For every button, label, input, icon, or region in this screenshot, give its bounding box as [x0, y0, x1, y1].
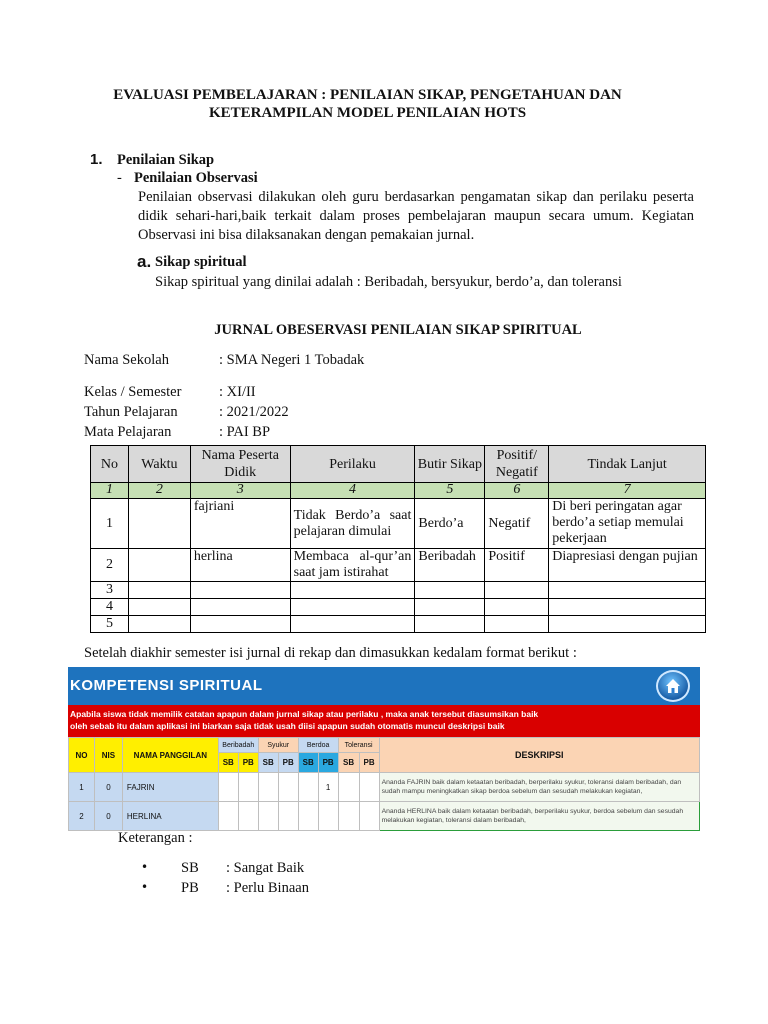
rekap-cell[interactable]	[238, 802, 258, 831]
index-cell: 5	[415, 483, 485, 499]
info-value-school: : SMA Negeri 1 Tobadak	[219, 352, 365, 368]
subsection-heading: Penilaian Observasi	[134, 170, 258, 186]
journal-table	[90, 445, 706, 633]
rekap-cell[interactable]	[338, 773, 359, 802]
cell-posneg: Positif	[485, 549, 549, 582]
rekap-nis: 0	[94, 773, 122, 802]
table-row	[91, 616, 706, 633]
sub-pb: PB	[278, 753, 298, 773]
cell-tindak	[549, 616, 706, 633]
after-table-text: Setelah diakhir semester isi jurnal di rekap dan dimasukkan kedalam format berikut :	[84, 645, 577, 661]
journal-title: JURNAL OBESERVASI PENILAIAN SIKAP SPIRITUAL	[214, 322, 582, 338]
observation-paragraph: Penilaian observasi dilakukan oleh guru berdasarkan pengamatan sikap dan perilaku peserta didik sehari-hari,baik terkait dalam proses pembelajaran maupun secara umum. Kegiatan Observasi ini bisa dilaksanakan dengan pemakaian jurnal.	[138, 189, 694, 243]
header-posneg: Positif/ Negatif	[485, 446, 549, 483]
sub-pb: PB	[318, 753, 338, 773]
cell-posneg	[485, 616, 549, 633]
cell-waktu	[128, 499, 190, 549]
table-row	[91, 549, 706, 582]
cell-no: 2	[91, 549, 129, 582]
subsection-dash: -	[117, 170, 122, 186]
bullet-icon: •	[141, 880, 149, 894]
sub-sb: SB	[258, 753, 278, 773]
rekap-cell[interactable]	[298, 802, 318, 831]
rekap-spreadsheet	[68, 667, 700, 831]
group-beribadah: Beribadah	[218, 738, 258, 753]
cell-perilaku: Membaca al-qur’an saat jam istirahat	[290, 549, 415, 582]
rekap-nis: 0	[94, 802, 122, 831]
rekap-cell-mark[interactable]: 1	[318, 773, 338, 802]
info-value-subject: : PAI BP	[219, 424, 271, 440]
cell-waktu	[128, 599, 190, 616]
sheet-warning	[68, 705, 700, 737]
rekap-no: 2	[69, 802, 95, 831]
cell-nama	[190, 616, 290, 633]
sheet-title: KOMPETENSI SPIRITUAL	[70, 677, 263, 694]
cell-butir: Beribadah	[415, 549, 485, 582]
rekap-cell[interactable]	[258, 773, 278, 802]
index-cell: 1	[91, 483, 129, 499]
legend-meaning: : Perlu Binaan	[226, 880, 309, 896]
cell-waktu	[128, 616, 190, 633]
index-cell: 4	[290, 483, 415, 499]
group-syukur: Syukur	[258, 738, 298, 753]
title-line-2: KETERAMPILAN MODEL PENILAIAN HOTS	[208, 105, 527, 121]
header-tindak: Tindak Lanjut	[549, 446, 706, 483]
info-value-class: : XI/II	[219, 384, 256, 400]
section-number: 1.	[90, 151, 103, 168]
rekap-cell[interactable]	[258, 802, 278, 831]
rekap-col-nama: NAMA PANGGILAN	[122, 738, 218, 773]
document-title	[60, 86, 675, 122]
legend-code: SB	[181, 860, 199, 876]
cell-posneg: Negatif	[485, 499, 549, 549]
cell-perilaku	[290, 599, 415, 616]
point-text: Sikap spiritual yang dinilai adalah : Beribadah, bersyukur, berdo’a, dan toleransi	[155, 274, 622, 290]
cell-no: 5	[91, 616, 129, 633]
cell-tindak: Di beri peringatan agar berdo’a setiap memulai pekerjaan	[549, 499, 706, 549]
table-row	[91, 599, 706, 616]
table-header-row	[91, 446, 706, 483]
cell-no: 3	[91, 582, 129, 599]
cell-tindak: Diapresiasi dengan pujian	[549, 549, 706, 582]
cell-waktu	[128, 549, 190, 582]
section-heading: Penilaian Sikap	[117, 152, 215, 168]
sub-pb: PB	[238, 753, 258, 773]
cell-no: 1	[91, 499, 129, 549]
rekap-cell[interactable]	[359, 773, 379, 802]
sub-sb: SB	[298, 753, 318, 773]
point-heading: Sikap spiritual	[155, 254, 247, 270]
sub-sb: SB	[338, 753, 359, 773]
sheet-header	[68, 667, 700, 705]
cell-tindak	[549, 582, 706, 599]
cell-waktu	[128, 582, 190, 599]
rekap-cell-mark[interactable]	[318, 802, 338, 831]
header-no: No	[91, 446, 129, 483]
rekap-col-deskripsi: DESKRIPSI	[379, 738, 699, 773]
rekap-desc: Ananda HERLINA baik dalam ketaatan beribadah, berperilaku syukur, berdoa sebelum dan sesudah melakukan kegiatan, toleransi dalam beribadah,	[379, 802, 699, 831]
info-label-school: Nama Sekolah	[84, 352, 169, 368]
rekap-cell[interactable]	[338, 802, 359, 831]
header-nama: Nama Peserta Didik	[190, 446, 290, 483]
point-letter: a.	[137, 252, 152, 271]
rekap-group-row	[69, 738, 700, 753]
cell-nama	[190, 582, 290, 599]
index-cell: 2	[128, 483, 190, 499]
rekap-desc: Ananda FAJRIN baik dalam ketaatan beribadah, berperilaku syukur, toleransi dalam beribadah, dan sudah mampu meningkatkan sikap berdoa sebelum dan sesudah melakukan kegiatan,	[379, 773, 699, 802]
rekap-cell[interactable]	[218, 802, 238, 831]
rekap-row	[69, 802, 700, 831]
rekap-cell[interactable]	[359, 802, 379, 831]
group-toleransi: Toleransi	[338, 738, 379, 753]
cell-butir	[415, 599, 485, 616]
rekap-nama: FAJRIN	[122, 773, 218, 802]
title-line-1: EVALUASI PEMBELAJARAN : PENILAIAN SIKAP, PENGETAHUAN DAN	[113, 87, 622, 103]
rekap-nama: HERLINA	[122, 802, 218, 831]
cell-nama	[190, 599, 290, 616]
cell-perilaku: Tidak Berdo’a saat pelajaran dimulai	[290, 499, 415, 549]
legend-meaning: : Sangat Baik	[226, 860, 305, 876]
sub-sb: SB	[218, 753, 238, 773]
group-berdoa: Berdoa	[298, 738, 338, 753]
rekap-cell[interactable]	[298, 773, 318, 802]
warning-line-2: oleh sebab itu dalam aplikasi ini biarkan saja tidak usah diisi apapun sudah otomatis muncul deskripsi baik	[70, 721, 505, 731]
rekap-cell[interactable]	[238, 773, 258, 802]
cell-no: 4	[91, 599, 129, 616]
keterangan-label: Keterangan :	[118, 830, 193, 846]
index-row	[91, 483, 706, 499]
cell-butir: Berdo’a	[415, 499, 485, 549]
home-icon[interactable]	[656, 670, 690, 702]
index-cell: 6	[485, 483, 549, 499]
cell-nama: herlina	[190, 549, 290, 582]
header-waktu: Waktu	[128, 446, 190, 483]
rekap-cell[interactable]	[218, 773, 238, 802]
info-label-year: Tahun Pelajaran	[84, 404, 178, 420]
rekap-col-no: NO	[69, 738, 95, 773]
cell-butir	[415, 616, 485, 633]
index-cell: 7	[549, 483, 706, 499]
rekap-no: 1	[69, 773, 95, 802]
rekap-row	[69, 773, 700, 802]
legend-code: PB	[181, 880, 199, 896]
cell-posneg	[485, 582, 549, 599]
table-row	[91, 582, 706, 599]
rekap-cell[interactable]	[278, 802, 298, 831]
rekap-col-nis: NIS	[94, 738, 122, 773]
cell-nama: fajriani	[190, 499, 290, 549]
bullet-icon: •	[141, 860, 149, 874]
warning-line-1: Apabila siswa tidak memilik catatan apapun dalam jurnal sikap atau perilaku , maka anak tersebut diasumsikan baik	[70, 709, 539, 719]
index-cell: 3	[190, 483, 290, 499]
table-row	[91, 499, 706, 549]
header-perilaku: Perilaku	[290, 446, 415, 483]
sub-pb: PB	[359, 753, 379, 773]
cell-perilaku	[290, 582, 415, 599]
cell-perilaku	[290, 616, 415, 633]
rekap-cell[interactable]	[278, 773, 298, 802]
header-butir: Butir Sikap	[415, 446, 485, 483]
cell-butir	[415, 582, 485, 599]
info-label-class: Kelas / Semester	[84, 384, 182, 400]
rekap-table	[68, 737, 700, 831]
cell-tindak	[549, 599, 706, 616]
info-value-year: : 2021/2022	[219, 404, 289, 420]
cell-posneg	[485, 599, 549, 616]
info-label-subject: Mata Pelajaran	[84, 424, 172, 440]
